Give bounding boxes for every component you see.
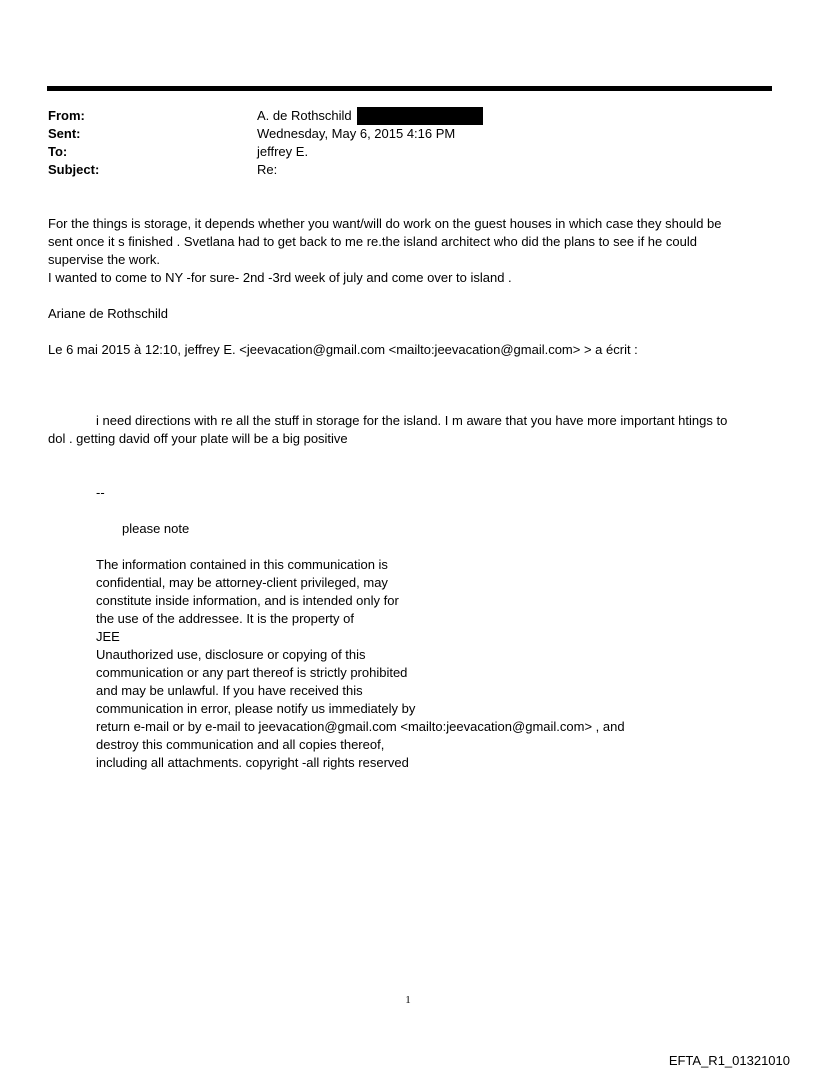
disclaimer-line: The information contained in this communication is (96, 557, 388, 572)
bates-number: EFTA_R1_01321010 (668, 1053, 790, 1068)
please-note: please note (122, 521, 190, 536)
disclaimer-line: communication in error, please notify us immediately by (96, 701, 416, 716)
to-value: jeffrey E. (257, 144, 309, 159)
signature-separator: -- (96, 485, 105, 500)
body-line: For the things is storage, it depends whether you want/will do work on the guest houses in which case they should be (48, 216, 722, 231)
disclaimer-line: return e-mail or by e-mail to jeevacation@gmail.com <mailto:jeevacation@gmail.com> , and (96, 719, 625, 734)
sent-label: Sent: (48, 126, 81, 141)
body-line: sent once it s finished . Svetlana had to get back to me re.the island architect who did the plans to see if he could (48, 234, 697, 249)
disclaimer-line: JEE (96, 629, 120, 644)
redaction-box (357, 107, 483, 125)
subject-label: Subject: (48, 162, 100, 177)
subject-value: Re: (257, 162, 278, 177)
disclaimer-line: destroy this communication and all copies thereof, (96, 737, 385, 752)
disclaimer-line: and may be unlawful. If you have received this (96, 683, 363, 698)
header-rule (47, 86, 772, 91)
body-line: supervise the work. (48, 252, 160, 267)
disclaimer-line: communication or any part thereof is strictly prohibited (96, 665, 408, 680)
body-line: I wanted to come to NY -for sure- 2nd -3rd week of july and come over to island . (48, 270, 512, 285)
quoted-line: dol . getting david off your plate will be a big positive (48, 431, 348, 446)
disclaimer-line: constitute inside information, and is intended only for (96, 593, 399, 608)
from-name: A. de Rothschild (257, 108, 352, 123)
disclaimer-line: Unauthorized use, disclosure or copying of this (96, 647, 366, 662)
quoted-line: i need directions with re all the stuff in storage for the island. I m aware that you have more important htings to (96, 413, 728, 428)
signature: Ariane de Rothschild (48, 306, 168, 321)
from-value (257, 107, 483, 125)
disclaimer-line: including all attachments. copyright -all rights reserved (96, 755, 409, 770)
disclaimer-line: confidential, may be attorney-client privileged, may (96, 575, 388, 590)
sent-value: Wednesday, May 6, 2015 4:16 PM (257, 126, 456, 141)
quote-header: Le 6 mai 2015 à 12:10, jeffrey E. <jeevacation@gmail.com <mailto:jeevacation@gmail.com> > a écrit : (48, 342, 638, 357)
to-label: To: (48, 144, 68, 159)
page-number: 1 (405, 994, 411, 1006)
disclaimer-line: the use of the addressee. It is the property of (96, 611, 354, 626)
from-label: From: (48, 108, 85, 123)
